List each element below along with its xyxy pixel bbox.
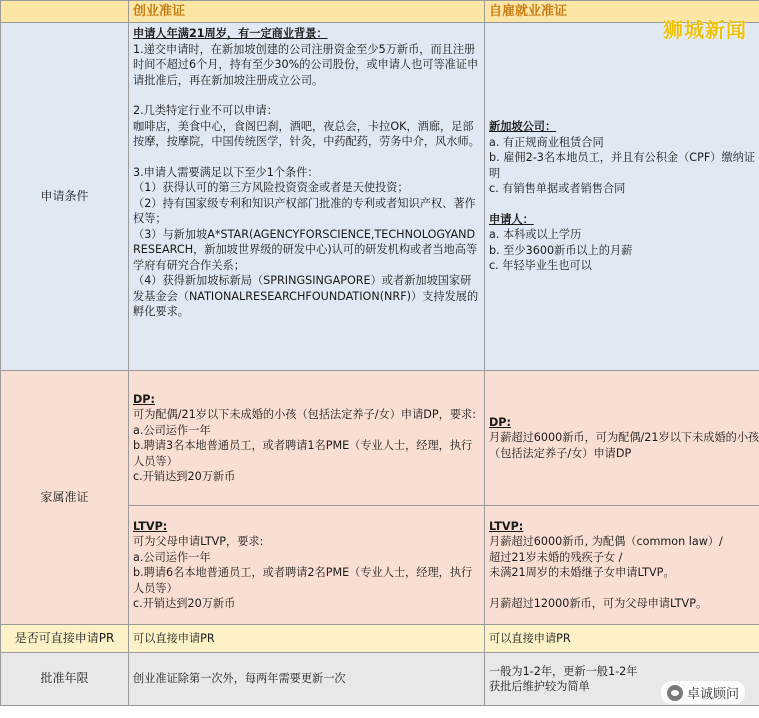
wechat-icon xyxy=(667,685,683,701)
ltvp-se-l3: 未满21周岁的未婚继子女申请LTVP。 xyxy=(489,566,675,580)
dp-se-text: 月薪超过6000新币，可为配偶/21岁以下未成婚的小孩（包括法定养子/女）申请DP xyxy=(489,431,759,460)
row-pr xyxy=(1,625,759,653)
label-term: 批准年限 xyxy=(1,653,129,706)
row-term xyxy=(1,653,759,706)
cell-pr-se: 可以直接申请PR xyxy=(485,625,759,653)
cell-pr-ep: 可以直接申请PR xyxy=(129,625,485,653)
cell-ltvp-ep xyxy=(129,506,485,625)
ltvp-ep-b: b.聘请6名本地普通员工，或者聘请2名PME（专业人士，经理，执行人员等） xyxy=(133,566,473,595)
term-se-l2: 获批后维护较为简单 xyxy=(489,680,590,693)
ltvp-se-l2: 超过21岁未婚的残疾子女 / xyxy=(489,550,623,564)
ep-conditions-p3e: （4）获得新加坡标新局（SPRINGSINGAPORE）或者新加坡国家研发基金会（NATIONALRESEARCHFOUNDATION(NRF)）支持发展的孵化要求。 xyxy=(133,274,479,318)
row-conditions xyxy=(1,23,759,371)
se-applicant-c: c. 年轻毕业生也可以 xyxy=(489,259,592,273)
ep-conditions-p3c: （2）持有国家级专利和知识产权部门批准的专利或者知识产权、著作权等； xyxy=(133,196,476,225)
cell-conditions-ep xyxy=(129,23,485,371)
ltvp-se-l4: 月薪超过12000新币，可为父母申请LTVP。 xyxy=(489,596,708,610)
term-se-l1: 一般为1-2年，更新一般1-2年 xyxy=(489,664,638,678)
ltvp-se-l1: 月薪超过6000新币, 为配偶（common law）/ xyxy=(489,535,723,549)
se-company-c: c. 有销售单据或者销售合同 xyxy=(489,182,626,196)
se-company-a: a. 有正规商业租赁合同 xyxy=(489,135,604,149)
ltvp-ep-a: a.公司运作一年 xyxy=(133,550,211,564)
ltvp-ep-heading: LTVP: xyxy=(133,519,168,533)
logo-text: 卓诚顾问 xyxy=(686,687,739,702)
se-company-b: b. 雇佣2-3名本地员工，并且有公积金（CPF）缴纳证明 xyxy=(489,151,756,180)
dp-ep-heading: DP: xyxy=(133,392,155,406)
ep-conditions-p2a: 2.几类特定行业不可以申请： xyxy=(133,104,278,117)
dp-ep-c: c.开销达到20万新币 xyxy=(133,470,236,483)
ltvp-se-heading: LTVP: xyxy=(489,519,524,533)
label-family: 家属准证 xyxy=(1,371,129,625)
cell-conditions-se xyxy=(485,23,759,371)
dp-se-heading: DP: xyxy=(489,415,511,429)
label-pr: 是否可直接申请PR xyxy=(1,625,129,653)
row-family-dp xyxy=(1,371,759,506)
dp-ep-a: a.公司运作一年 xyxy=(133,423,211,437)
se-company-heading: 新加坡公司： xyxy=(489,120,557,134)
ltvp-ep-c: c.开销达到20万新币 xyxy=(133,597,236,610)
dp-ep-intro: 可为配偶/21岁以下未成婚的小孩（包括法定养子/女）申请DP，要求: xyxy=(133,408,476,421)
ep-conditions-p3b: （1）获得认可的第三方风险投资资金或者是天使投资； xyxy=(133,181,409,194)
dp-ep-b: b.聘请3名本地普通员工，或者聘请1名PME（专业人士，经理，执行人员等） xyxy=(133,439,473,468)
logo-badge xyxy=(661,681,745,704)
header-row xyxy=(1,1,759,23)
label-conditions: 申请条件 xyxy=(1,23,129,371)
ep-conditions-p3a: 3.申请人需要满足以下至少1个条件： xyxy=(133,165,319,179)
header-col-entrepass: 创业准证 xyxy=(129,1,485,23)
ep-conditions-p2b: 咖啡店，美食中心，食阁巴刹，酒吧，夜总会，卡拉OK，酒廊，足部按摩，按摩院，中国传统医学，针灸，中药配药，劳务中介，风水师。 xyxy=(133,119,480,148)
se-applicant-heading: 申请人： xyxy=(489,212,534,226)
ep-conditions-p1: 1.递交申请时，在新加坡创建的公司注册资金至少5万新币，而且注册时间不超过6个月，持有至少30%的公司股份，或申请人也可等准证申请批准后，再在新加坡注册成立公司。 xyxy=(133,42,479,87)
cell-dp-ep xyxy=(129,371,485,506)
ep-conditions-p3d: （3）与新加坡A*STAR(AGENCYFORSCIENCE,TECHNOLOGYAND RESEARCH，新加坡世界级的研发中心)认可的研发机构或者当地高等学府有研究合作关系； xyxy=(133,227,478,272)
watermark-text: 狮城新闻 xyxy=(663,18,747,42)
cell-ltvp-se xyxy=(485,506,759,625)
se-applicant-b: b. 至少3600新币以上的月薪 xyxy=(489,243,633,257)
ltvp-ep-intro: 可为父母申请LTVP，要求: xyxy=(133,535,264,548)
cell-dp-se xyxy=(485,371,759,506)
header-col-selfemployed: 自雇就业准证 xyxy=(485,1,759,23)
header-col-category xyxy=(1,1,129,23)
se-applicant-a: a. 本科或以上学历 xyxy=(489,228,582,242)
ep-conditions-heading: 申请人年满21周岁，有一定商业背景： xyxy=(133,27,328,40)
cell-term-ep: 创业准证除第一次外，每两年需要更新一次 xyxy=(129,653,485,706)
